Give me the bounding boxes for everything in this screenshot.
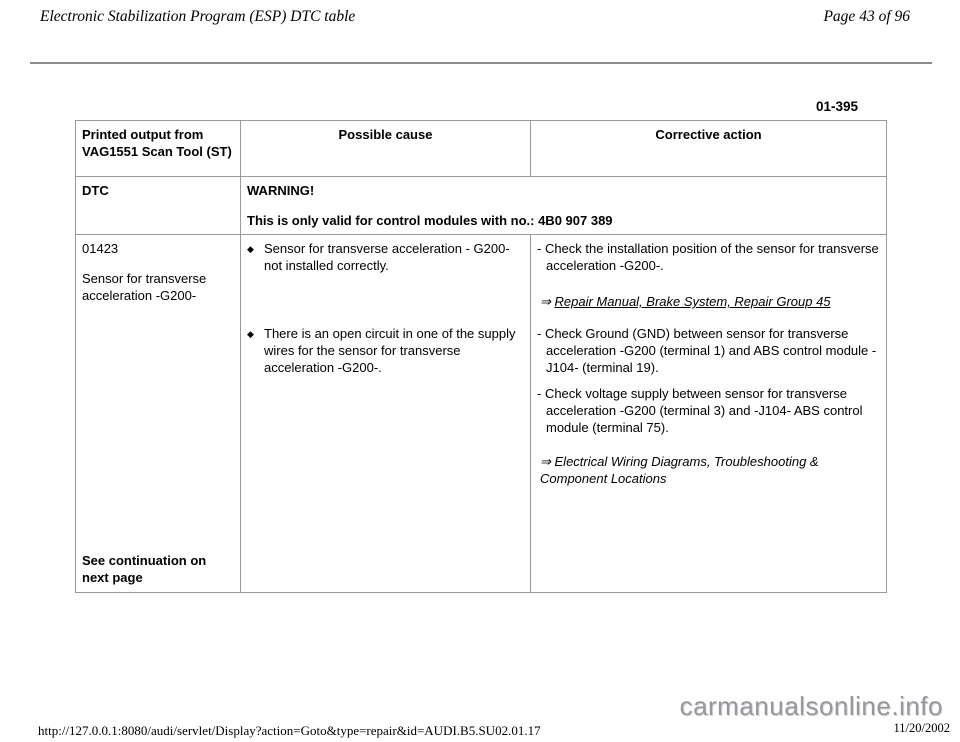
- dtc-cell: [76, 235, 241, 593]
- page-indicator: Page 43 of 96: [823, 8, 910, 25]
- table-header-row: [76, 121, 887, 177]
- warning-cell: [241, 177, 887, 235]
- reference-label: Electrical Wiring Diagrams, Troubleshooting & Component Locations: [540, 454, 819, 486]
- cause-text: Sensor for transverse acceleration - G200- not installed correctly.: [264, 241, 510, 273]
- dtc-table: [75, 120, 887, 593]
- double-arrow-icon: ⇒: [540, 294, 555, 309]
- warning-label: WARNING!: [247, 183, 315, 198]
- reference-link[interactable]: [537, 293, 880, 310]
- corrective-action-text: - Check the installation position of the sensor for transverse acceleration -G200-.: [537, 241, 879, 273]
- bullet-diamond-icon: ◆: [247, 244, 254, 254]
- dtc-description: Sensor for transverse acceleration -G200-: [82, 271, 207, 303]
- corrective-action-cell: [531, 235, 887, 593]
- page-header: [40, 8, 910, 26]
- col-header-corrective-action: Corrective action: [531, 121, 887, 177]
- cause-item: [247, 325, 524, 376]
- cause-item: [247, 240, 524, 274]
- reference-text: [537, 453, 880, 487]
- dtc-label: DTC: [76, 177, 241, 235]
- page-title: Electronic Stabilization Program (ESP) DTC table: [40, 8, 356, 25]
- causes-list: [247, 240, 524, 376]
- double-arrow-icon: ⇒: [540, 454, 555, 469]
- footer-url: http://127.0.0.1:8080/audi/servlet/Display?action=Goto&type=repair&id=AUDI.B5.SU02.01.17: [38, 723, 541, 738]
- corrective-action-text: - Check Ground (GND) between sensor for transverse acceleration -G200 (terminal 1) and ABS control module -J104- (terminal 19).: [537, 326, 877, 375]
- watermark: carmanualsonline.info: [679, 691, 943, 721]
- col-header-possible-cause: Possible cause: [241, 121, 531, 177]
- reference-label: Repair Manual, Brake System, Repair Group 45: [554, 294, 831, 309]
- continuation-note: See continuation on next page: [82, 553, 207, 585]
- dtc-entry-row: [76, 235, 887, 593]
- warning-text: This is only valid for control modules with no.: 4B0 907 389: [247, 213, 613, 228]
- corrective-action-text: - Check voltage supply between sensor for transverse acceleration -G200 (terminal 3) and -J104- ABS control module (terminal 75).: [537, 386, 863, 435]
- footer-date: 11/20/2002: [893, 721, 950, 735]
- cause-text: There is an open circuit in one of the supply wires for the sensor for transverse acceleration -G200-.: [264, 326, 516, 375]
- actions-list: [537, 240, 880, 487]
- possible-cause-cell: [241, 235, 531, 593]
- bullet-diamond-icon: ◆: [247, 329, 254, 339]
- spacer: [82, 304, 234, 552]
- warning-row: [76, 177, 887, 235]
- header-divider: [30, 62, 932, 64]
- section-number: 01-395: [815, 99, 858, 114]
- dtc-code: 01423: [82, 241, 119, 256]
- col-header-printed-output: Printed output from VAG1551 Scan Tool (ST): [76, 121, 241, 177]
